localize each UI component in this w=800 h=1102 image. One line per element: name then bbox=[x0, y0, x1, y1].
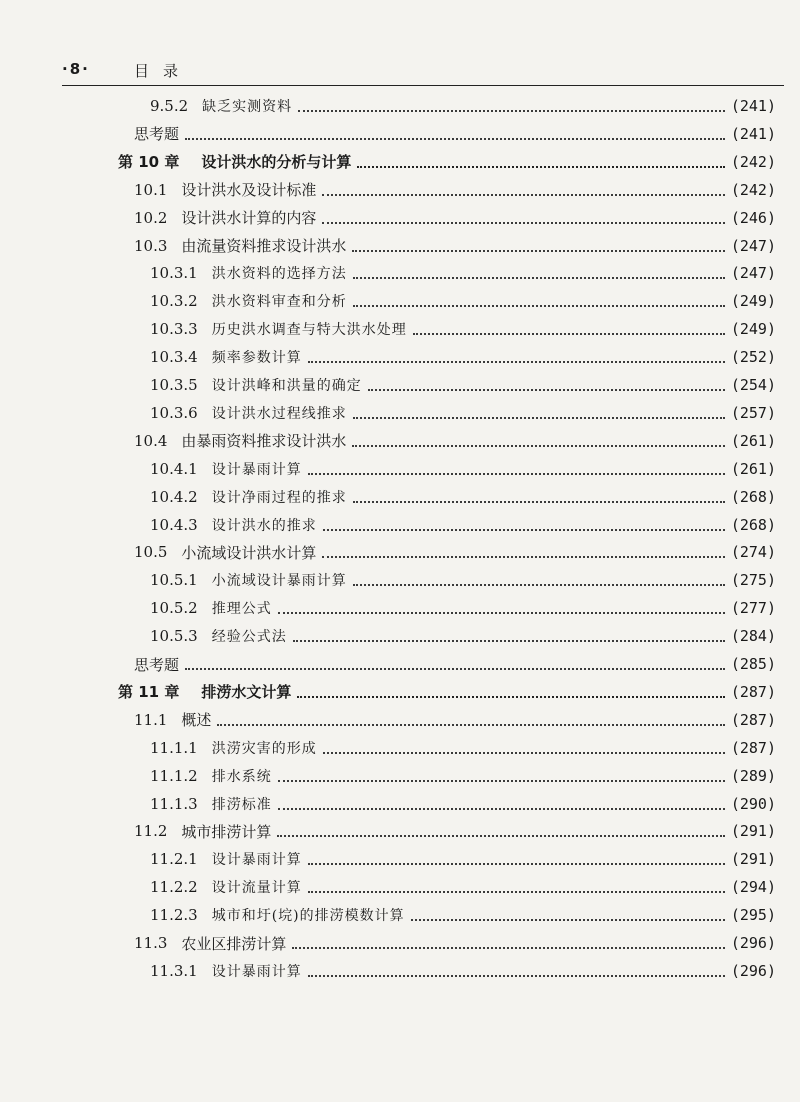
toc-entry bbox=[150, 371, 776, 399]
toc-entry-number: 10.1 bbox=[134, 180, 168, 199]
toc-entry-title: 设计洪水的分析与计算 bbox=[201, 153, 352, 172]
toc-entry-title: 洪水资料的选择方法 bbox=[211, 266, 347, 283]
toc-entry bbox=[150, 343, 776, 371]
toc-entry bbox=[150, 845, 776, 873]
toc-entry-title: 设计净雨过程的推求 bbox=[211, 489, 347, 506]
toc-entry-number: 10.3.2 bbox=[150, 292, 198, 311]
toc-entry-title: 设计洪水过程线推求 bbox=[211, 405, 347, 422]
toc-entry bbox=[150, 566, 776, 594]
leader-dots bbox=[278, 780, 725, 782]
leader-dots bbox=[297, 696, 725, 698]
toc-entry bbox=[150, 483, 776, 511]
toc-entry-page: (287) bbox=[730, 682, 776, 701]
toc-entry bbox=[150, 92, 776, 120]
leader-dots bbox=[308, 863, 725, 865]
toc-entry bbox=[150, 957, 776, 985]
section-title: 目录 bbox=[134, 62, 193, 80]
leader-dots bbox=[322, 222, 724, 224]
toc-entry-number: 10.4.2 bbox=[150, 487, 198, 506]
toc-entry-number: 10.5.3 bbox=[150, 627, 198, 646]
toc-entry-number: 10.3.6 bbox=[150, 403, 198, 422]
toc-entry-title: 排水系统 bbox=[211, 768, 272, 785]
toc-entry-number: 10.5 bbox=[134, 543, 168, 562]
toc-entry-number: 11.1.1 bbox=[150, 738, 198, 757]
toc-entry-title: 推理公式 bbox=[211, 601, 272, 618]
toc-entry bbox=[150, 594, 776, 622]
toc-entry-page: (242) bbox=[730, 152, 776, 171]
toc-entry-page: (296) bbox=[730, 934, 776, 952]
toc-entry-title: 频率参数计算 bbox=[211, 350, 302, 367]
toc-entry-title: 缺乏实测资料 bbox=[202, 99, 293, 115]
toc-entry-page: (291) bbox=[730, 822, 776, 841]
leader-dots bbox=[292, 947, 724, 949]
toc-entry-number: 9.5.2 bbox=[150, 97, 189, 115]
toc-entry bbox=[134, 817, 776, 845]
toc-entry-page: (247) bbox=[730, 264, 776, 283]
leader-dots bbox=[353, 305, 725, 307]
toc-entry bbox=[134, 538, 776, 566]
leader-dots bbox=[353, 501, 725, 503]
toc-entry bbox=[150, 287, 776, 315]
toc-entry bbox=[134, 204, 776, 232]
toc-entry-page: (284) bbox=[730, 627, 776, 646]
leader-dots bbox=[322, 194, 724, 196]
toc-entry-page: (241) bbox=[730, 124, 776, 143]
toc-entry bbox=[134, 929, 776, 957]
toc-entry-number: 第 11 章 bbox=[118, 683, 180, 702]
toc-entry-title: 农业区排涝计算 bbox=[181, 934, 287, 953]
leader-dots bbox=[323, 529, 725, 531]
toc-entry-page: (268) bbox=[730, 487, 776, 506]
toc-entry-page: (295) bbox=[730, 906, 776, 925]
leader-dots bbox=[368, 389, 725, 391]
leader-dots bbox=[308, 891, 725, 893]
toc-entry-page: (261) bbox=[730, 431, 776, 450]
toc-entry-title: 设计暴雨计算 bbox=[211, 963, 302, 980]
toc-entry-page: (274) bbox=[730, 543, 776, 562]
toc-entry bbox=[150, 762, 776, 790]
toc-entry-title: 设计暴雨计算 bbox=[211, 461, 302, 478]
toc-entry-number: 11.1 bbox=[134, 710, 168, 729]
toc-entry-page: (296) bbox=[730, 961, 776, 980]
toc-entry-number: 11.3 bbox=[134, 934, 168, 952]
toc-entry-page: (275) bbox=[730, 571, 776, 590]
toc-entry-title: 洪涝灾害的形成 bbox=[211, 740, 317, 757]
toc-entry-title: 设计暴雨计算 bbox=[211, 852, 302, 869]
leader-dots bbox=[308, 473, 725, 475]
leader-dots bbox=[353, 584, 725, 586]
toc-entry-title: 概述 bbox=[181, 711, 212, 730]
toc-entry-page: (291) bbox=[730, 850, 776, 869]
toc-entry-title: 小流域设计洪水计算 bbox=[181, 543, 317, 562]
leader-dots bbox=[278, 808, 725, 810]
toc-entry-page: (287) bbox=[730, 710, 776, 729]
toc-entry-number: 10.5.2 bbox=[150, 599, 198, 618]
toc-entry bbox=[134, 650, 776, 678]
leader-dots bbox=[411, 919, 725, 921]
toc-entry bbox=[150, 455, 776, 483]
page-number: ·8· bbox=[62, 60, 90, 78]
toc-entry-number: 11.1.2 bbox=[150, 766, 198, 785]
leader-dots bbox=[308, 975, 725, 977]
toc-entry bbox=[150, 734, 776, 762]
toc-entry-page: (246) bbox=[730, 208, 776, 227]
toc-entry-title: 设计洪水及设计标准 bbox=[181, 181, 317, 200]
leader-dots bbox=[217, 724, 724, 726]
toc-entry-page: (257) bbox=[730, 403, 776, 422]
toc-entry-title: 城市和圩(垸)的排涝模数计算 bbox=[211, 908, 405, 925]
toc-chapter-entry bbox=[118, 148, 776, 176]
leader-dots bbox=[322, 556, 724, 558]
toc-entry-number: 10.3 bbox=[134, 236, 168, 255]
toc-entry-number: 10.2 bbox=[134, 208, 168, 227]
toc-entry-title: 排涝标准 bbox=[211, 796, 272, 813]
leader-dots bbox=[352, 445, 724, 447]
toc-entry bbox=[150, 622, 776, 650]
toc-entry-page: (287) bbox=[730, 738, 776, 757]
toc-entry-page: (247) bbox=[730, 236, 776, 255]
leader-dots bbox=[298, 110, 725, 112]
toc-entry-title: 小流域设计暴雨计算 bbox=[211, 573, 347, 590]
toc-entry-number: 10.3.1 bbox=[150, 264, 198, 283]
leader-dots bbox=[277, 835, 724, 837]
toc-chapter-entry bbox=[118, 678, 776, 706]
toc-entry bbox=[150, 259, 776, 287]
header-rule bbox=[62, 85, 784, 86]
toc-entry bbox=[134, 427, 776, 455]
toc-entry-number: 11.1.3 bbox=[150, 794, 198, 813]
toc-entry-page: (249) bbox=[730, 320, 776, 339]
toc-entry-page: (242) bbox=[730, 180, 776, 199]
page-header bbox=[62, 58, 784, 84]
toc-entry-page: (261) bbox=[730, 459, 776, 478]
toc-entry-page: (289) bbox=[730, 766, 776, 785]
toc-entry-number: 11.2.1 bbox=[150, 850, 198, 869]
toc-entry bbox=[150, 399, 776, 427]
toc-entry-title: 设计洪水的推求 bbox=[211, 517, 317, 534]
toc-entry-number: 11.3.1 bbox=[150, 961, 198, 980]
toc-entry-title: 历史洪水调查与特大洪水处理 bbox=[211, 322, 407, 339]
toc-entry bbox=[150, 315, 776, 343]
toc-entry-number: 第 10 章 bbox=[118, 153, 180, 172]
leader-dots bbox=[353, 417, 725, 419]
toc-entry-page: (290) bbox=[730, 794, 776, 813]
toc-entry-page: (294) bbox=[730, 878, 776, 897]
leader-dots bbox=[185, 138, 725, 140]
toc-entry-title: 设计洪水计算的内容 bbox=[181, 209, 317, 228]
toc-entry-number: 10.4 bbox=[134, 431, 168, 450]
toc-entry bbox=[134, 176, 776, 204]
toc-entry bbox=[150, 511, 776, 539]
toc-entry-title: 经验公式法 bbox=[211, 629, 287, 646]
toc-entry-number: 10.3.3 bbox=[150, 320, 198, 339]
toc-entry bbox=[134, 706, 776, 734]
toc-entry-number: 11.2 bbox=[134, 822, 168, 841]
toc-entry bbox=[150, 901, 776, 929]
toc-entry-title: 思考题 bbox=[134, 655, 180, 674]
toc-entry-title: 由流量资料推求设计洪水 bbox=[181, 237, 347, 255]
toc-entry-title: 城市排涝计算 bbox=[181, 822, 272, 841]
toc-entry-title: 由暴雨资料推求设计洪水 bbox=[181, 432, 347, 451]
toc-entry-page: (254) bbox=[730, 376, 776, 394]
toc-entry-title: 设计流量计算 bbox=[211, 880, 302, 897]
toc-entry bbox=[150, 873, 776, 901]
toc-entry-title: 思考题 bbox=[134, 125, 180, 144]
toc-entry-page: (268) bbox=[730, 515, 776, 534]
leader-dots bbox=[278, 612, 725, 614]
leader-dots bbox=[357, 166, 725, 168]
toc-entry-page: (277) bbox=[730, 599, 776, 618]
leader-dots bbox=[308, 361, 725, 363]
leader-dots bbox=[323, 752, 725, 754]
toc-entry-title: 设计洪峰和洪量的确定 bbox=[211, 378, 362, 394]
toc-entry-page: (252) bbox=[730, 348, 776, 367]
toc-entry bbox=[150, 790, 776, 818]
leader-dots bbox=[293, 640, 725, 642]
leader-dots bbox=[353, 277, 725, 279]
toc-entry-number: 10.5.1 bbox=[150, 571, 198, 590]
toc-entry-title: 排涝水文计算 bbox=[201, 683, 292, 702]
toc-entry-number: 10.3.5 bbox=[150, 376, 198, 394]
leader-dots bbox=[185, 668, 725, 670]
toc-entry-number: 11.2.2 bbox=[150, 878, 198, 897]
toc-entry-number: 10.4.1 bbox=[150, 459, 198, 478]
toc-entry-title: 洪水资料审查和分析 bbox=[211, 294, 347, 311]
toc-entry-number: 11.2.3 bbox=[150, 906, 198, 925]
toc-entry bbox=[134, 232, 776, 260]
leader-dots bbox=[413, 333, 725, 335]
toc-entry-number: 10.4.3 bbox=[150, 515, 198, 534]
toc-entry-number: 10.3.4 bbox=[150, 348, 198, 367]
toc-entry-page: (241) bbox=[730, 97, 776, 115]
toc-entry bbox=[134, 120, 776, 148]
leader-dots bbox=[352, 250, 724, 252]
toc-entry-page: (249) bbox=[730, 292, 776, 311]
toc-entry-page: (285) bbox=[730, 655, 776, 673]
